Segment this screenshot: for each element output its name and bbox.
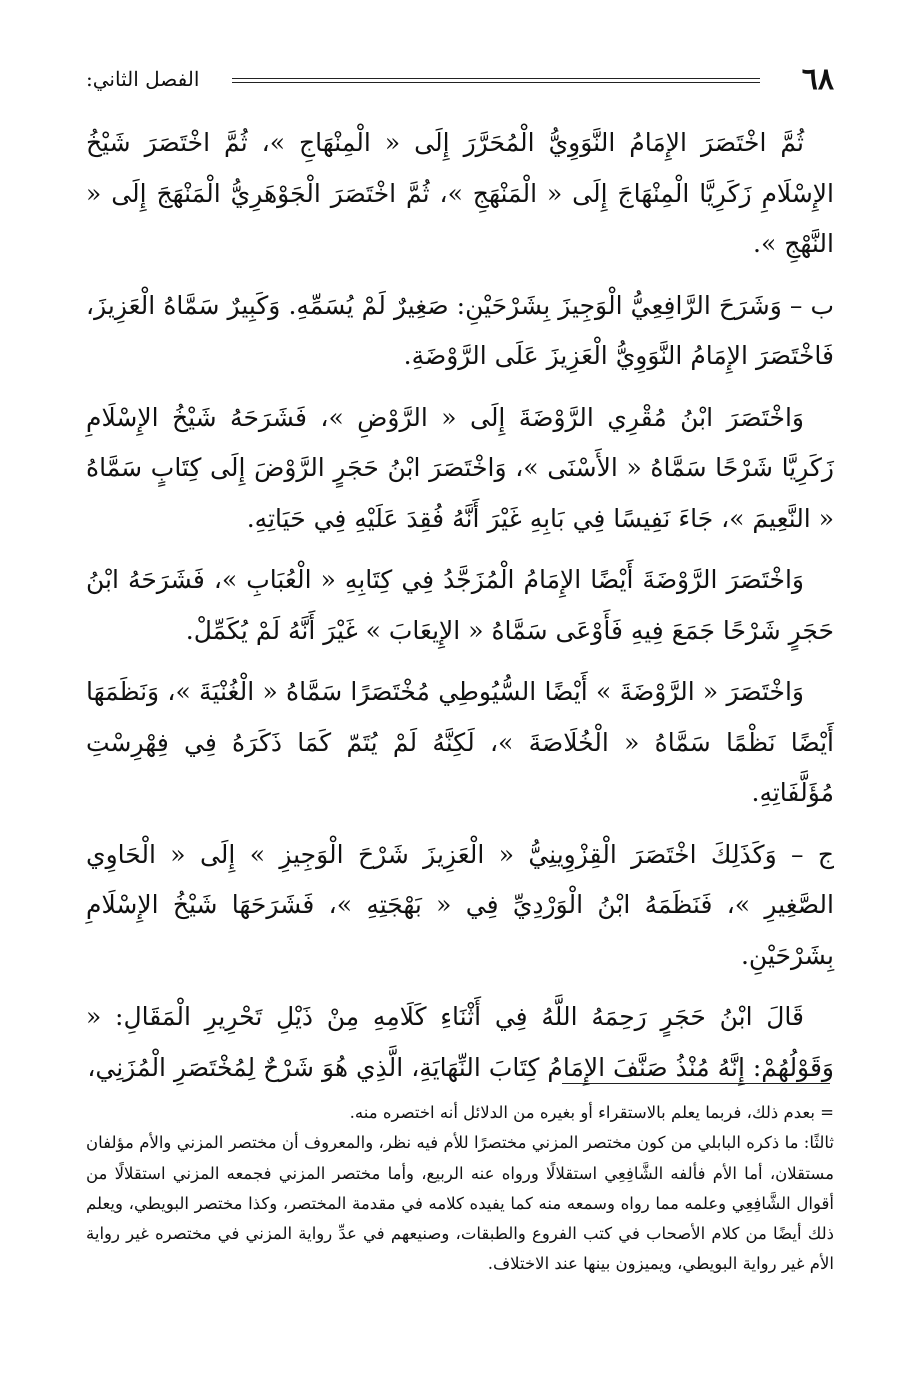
footnote: ثالثًا: ما ذكره البابلي من كون مختصر المزني مختصرًا للأم فيه نظر، والمعروف أن مختصر المزني والأم مؤلفان مستقلان، أما الأم فألفه الشَّافِعِي استقلالًا ورواه عنه الربيع، وأما مختصر المزني فجمعه المزني استقلالًا من أقوال الشَّافِعِي وعلمه مما رواه وسمعه منه كما يفيده كلامه في مقدمة المختصر، وكذا مختصر البويطي، ويعلم ذلك أيضًا من كلام الأصحاب في كتب الفروع والطبقات، وصنيعهم في عدِّ رواية المزني في مختصره غير رواية الأم غير رواية البويطي، ويميزون بينها عند الاختلاف. bbox=[86, 1133, 834, 1274]
paragraph: ج – وَكَذَلِكَ اخْتَصَرَ الْقِزْوِينِيُّ « الْعَزِيزَ شَرْحَ الْوَجِيزِ » إِلَى « الْحَاوِي الصَّغِيرِ »، فَنَظَمَهُ ابْنُ الْوَرْدِيِّ فِي « بَهْجَتِهِ »، فَشَرَحَهَا شَيْخُ الإِسْلَامِ بِشَرْحَيْنِ. bbox=[86, 839, 834, 970]
paragraph: وَاخْتَصَرَ الرَّوْضَةَ أَيْضًا الإِمَامُ الْمُزَجَّدُ فِي كِتَابِهِ « الْعُبَابِ »، فَشَرَحَهُ ابْنُ حَجَرٍ شَرْحًا جَمَعَ فِيهِ فَأَوْعَى سَمَّاهُ « الإِيعَابَ » غَيْرَ أَنَّهُ لَمْ يُكَمِّلْ. bbox=[86, 565, 834, 645]
footnotes bbox=[86, 1098, 834, 1280]
paragraph: ب – وَشَرَحَ الرَّافِعِيُّ الْوَجِيزَ بِشَرْحَيْنِ: صَغِيرٌ لَمْ يُسَمِّهِ. وَكَبِيرٌ سَمَّاهُ الْعَزِيزَ، فَاخْتَصَرَ الإِمَامُ النَّوَوِيُّ الْعَزِيزَ عَلَى الرَّوْضَةِ. bbox=[86, 290, 834, 370]
page-number: ٦٨ bbox=[801, 62, 834, 97]
paragraph: قَالَ ابْنُ حَجَرٍ رَحِمَهُ اللَّهُ فِي أَثْنَاءِ كَلَامِهِ مِنْ ذَيْلِ تَحْرِيرِ الْمَقَالِ: « وَقَوْلُهُمْ: إِنَّهُ مُنْذُ صَنَّفَ الإِمَامُ كِتَابَ النِّهَايَةِ، الَّذِي هُوَ شَرْحٌ لِمُخْتَصَرِ الْمُزَنِي، bbox=[86, 1002, 834, 1082]
footnote-separator bbox=[562, 1083, 830, 1084]
main-text bbox=[86, 118, 834, 1104]
chapter-title: الفصل الثاني: bbox=[86, 67, 200, 91]
header-double-rule bbox=[232, 78, 760, 83]
paragraph: وَاخْتَصَرَ « الرَّوْضَةَ » أَيْضًا السُّيُوطِي مُخْتَصَرًا سَمَّاهُ « الْغُنْيَةَ »، وَنَظَمَهَا أَيْضًا نَظْمًا سَمَّاهُ « الْخُلَاصَةَ »، لَكِنَّهُ لَمْ يُتَمّ كَمَا ذَكَرَهُ فِي فِهْرِسْتِ مُؤَلَّفَاتِهِ. bbox=[86, 677, 834, 807]
footnote-continuation: = بعدم ذلك، فربما يعلم بالاستقراء أو بغيره من الدلائل أنه اختصره منه. bbox=[349, 1103, 834, 1122]
paragraph: وَاخْتَصَرَ ابْنُ مُقْرِي الرَّوْضَةَ إِلَى « الرَّوْضِ »، فَشَرَحَهُ شَيْخُ الإِسْلَامِ زَكَرِيَّا شَرْحًا سَمَّاهُ « الأَسْنَى »، وَاخْتَصَرَ ابْنُ حَجَرٍ الرَّوْضَ إِلَى كِتَابٍ سَمَّاهُ « النَّعِيمَ »، جَاءَ نَفِيسًا فِي بَابِهِ غَيْرَ أَنَّهُ فُقِدَ عَلَيْهِ فِي حَيَاتِهِ. bbox=[86, 402, 834, 533]
paragraph: ثُمَّ اخْتَصَرَ الإِمَامُ النَّوَوِيُّ الْمُحَرَّرَ إِلَى « الْمِنْهَاجِ »، ثُمَّ اخْتَصَرَ شَيْخُ الإِسْلَامِ زَكَرِيَّا الْمِنْهَاجَ إِلَى « الْمَنْهَجِ »، ثُمَّ اخْتَصَرَ الْجَوْهَرِيُّ الْمَنْهَجَ إِلَى « النَّهْجِ ». bbox=[86, 128, 834, 258]
running-header bbox=[86, 62, 834, 102]
